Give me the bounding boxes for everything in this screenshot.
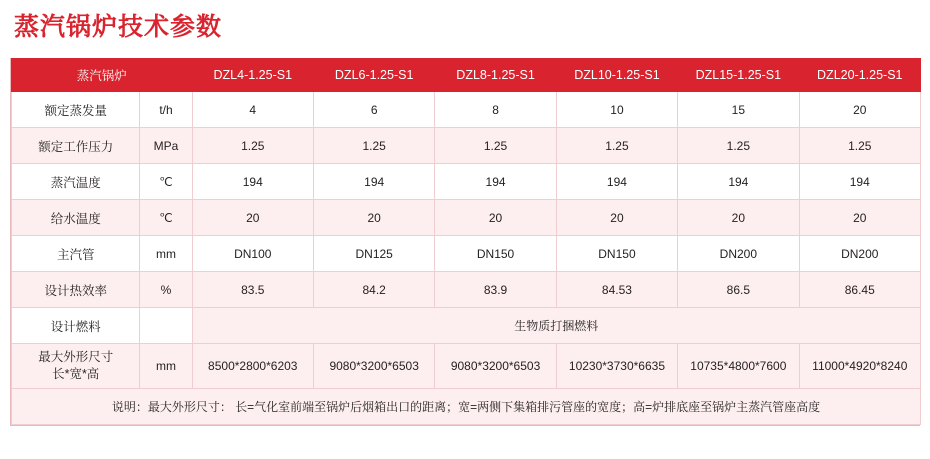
row-value: 20 bbox=[678, 200, 799, 236]
row-value: 83.5 bbox=[192, 272, 313, 308]
row-value: DN200 bbox=[799, 236, 920, 272]
row-value: 84.53 bbox=[556, 272, 677, 308]
header-cell-model-4: DZL10-1.25-S1 bbox=[556, 59, 677, 92]
row-value-merged: 生物质打捆燃料 bbox=[192, 308, 920, 344]
row-unit: t/h bbox=[140, 92, 192, 128]
row-value: DN150 bbox=[435, 236, 556, 272]
header-cell-model-3: DZL8-1.25-S1 bbox=[435, 59, 556, 92]
table-body bbox=[12, 92, 921, 425]
table-row bbox=[12, 92, 921, 128]
row-value: 194 bbox=[556, 164, 677, 200]
row-value: 84.2 bbox=[313, 272, 434, 308]
row-label: 设计热效率 bbox=[12, 272, 140, 308]
table-row bbox=[12, 272, 921, 308]
row-value: 1.25 bbox=[313, 128, 434, 164]
row-label bbox=[12, 344, 140, 389]
header-cell-model-5: DZL15-1.25-S1 bbox=[678, 59, 799, 92]
row-value: 8500*2800*6203 bbox=[192, 344, 313, 389]
row-label-line1: 最大外形尺寸 bbox=[38, 350, 114, 365]
row-value: 9080*3200*6503 bbox=[435, 344, 556, 389]
table-row bbox=[12, 200, 921, 236]
header-cell-model-6: DZL20-1.25-S1 bbox=[799, 59, 920, 92]
table-row bbox=[12, 308, 921, 344]
row-value: 1.25 bbox=[435, 128, 556, 164]
page-title: 蒸汽锅炉技术参数 bbox=[14, 13, 223, 41]
row-value: 194 bbox=[313, 164, 434, 200]
row-value: DN150 bbox=[556, 236, 677, 272]
header-cell-category: 蒸汽锅炉 bbox=[12, 59, 193, 92]
row-value: 194 bbox=[435, 164, 556, 200]
header-row bbox=[12, 59, 921, 92]
row-value: 20 bbox=[313, 200, 434, 236]
row-value: 8 bbox=[435, 92, 556, 128]
document-page bbox=[0, 12, 930, 459]
row-value: DN100 bbox=[192, 236, 313, 272]
row-value: 10735*4800*7600 bbox=[678, 344, 799, 389]
row-unit: % bbox=[140, 272, 192, 308]
row-value: 1.25 bbox=[192, 128, 313, 164]
row-value: 4 bbox=[192, 92, 313, 128]
table-row bbox=[12, 236, 921, 272]
spec-table-container bbox=[10, 58, 920, 426]
table-note: 说明：最大外形尺寸： 长=气化室前端至锅炉后烟箱出口的距离；宽=两侧下集箱排污管座的宽度；高=炉排底座至锅炉主蒸汽管座高度 bbox=[12, 389, 921, 425]
row-value: 1.25 bbox=[678, 128, 799, 164]
table-row bbox=[12, 164, 921, 200]
row-value: 1.25 bbox=[556, 128, 677, 164]
row-unit bbox=[140, 308, 192, 344]
row-unit: ℃ bbox=[140, 200, 192, 236]
row-value: 10230*3730*6635 bbox=[556, 344, 677, 389]
row-value: 20 bbox=[192, 200, 313, 236]
row-value: DN200 bbox=[678, 236, 799, 272]
row-label: 设计燃料 bbox=[12, 308, 140, 344]
row-unit: mm bbox=[140, 344, 192, 389]
row-label: 额定蒸发量 bbox=[12, 92, 140, 128]
row-value: 15 bbox=[678, 92, 799, 128]
row-value: 20 bbox=[799, 200, 920, 236]
table-header bbox=[12, 59, 921, 92]
row-unit: ℃ bbox=[140, 164, 192, 200]
row-label: 额定工作压力 bbox=[12, 128, 140, 164]
row-value: 10 bbox=[556, 92, 677, 128]
row-unit: MPa bbox=[140, 128, 192, 164]
row-value: 1.25 bbox=[799, 128, 920, 164]
row-value: 20 bbox=[556, 200, 677, 236]
row-value: 9080*3200*6503 bbox=[313, 344, 434, 389]
row-value: 194 bbox=[799, 164, 920, 200]
row-label: 蒸汽温度 bbox=[12, 164, 140, 200]
header-cell-model-1: DZL4-1.25-S1 bbox=[192, 59, 313, 92]
row-value: 86.5 bbox=[678, 272, 799, 308]
row-value: 86.45 bbox=[799, 272, 920, 308]
row-value: 83.9 bbox=[435, 272, 556, 308]
row-label: 主汽管 bbox=[12, 236, 140, 272]
row-value: 11000*4920*8240 bbox=[799, 344, 920, 389]
header-cell-model-2: DZL6-1.25-S1 bbox=[313, 59, 434, 92]
row-label-line2: 长*宽*高 bbox=[52, 367, 100, 381]
row-value: 194 bbox=[678, 164, 799, 200]
table-row bbox=[12, 344, 921, 389]
row-value: DN125 bbox=[313, 236, 434, 272]
table-note-row bbox=[12, 389, 921, 425]
row-value: 6 bbox=[313, 92, 434, 128]
row-value: 20 bbox=[435, 200, 556, 236]
row-unit: mm bbox=[140, 236, 192, 272]
row-value: 20 bbox=[799, 92, 920, 128]
table-row bbox=[12, 128, 921, 164]
row-value: 194 bbox=[192, 164, 313, 200]
spec-table bbox=[11, 58, 921, 425]
row-label: 给水温度 bbox=[12, 200, 140, 236]
